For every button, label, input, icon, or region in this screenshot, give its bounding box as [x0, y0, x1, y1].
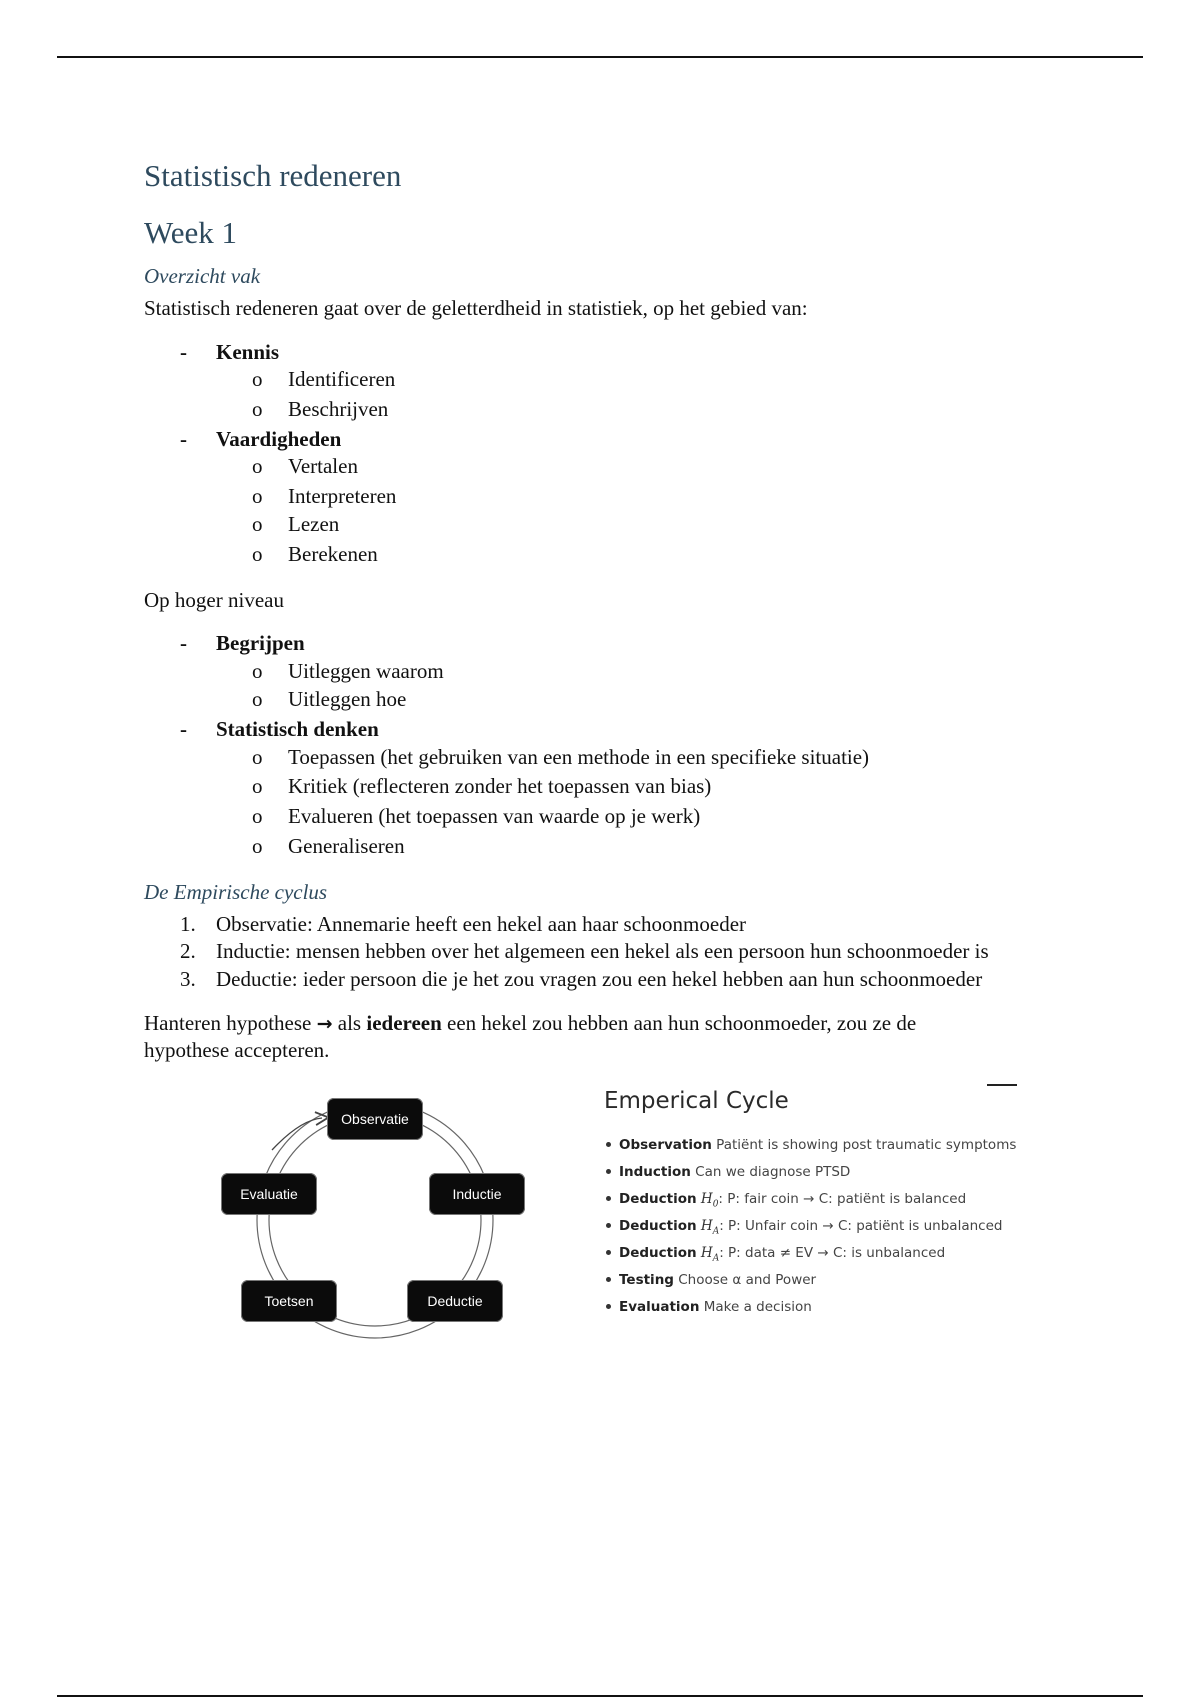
list-item: Interpreteren	[288, 484, 397, 508]
list-item: Deduction $H_0$: P: fair coin → C: patiënt is balanced	[604, 1186, 1016, 1213]
bullet-dot-icon	[606, 1250, 611, 1255]
node-evaluatie: Evaluatie	[221, 1173, 317, 1215]
slide-list	[604, 1132, 1016, 1321]
week-heading: Week 1	[144, 215, 238, 250]
hypothesis-strong: iedereen	[366, 1011, 442, 1035]
circle-bullet: o	[252, 367, 263, 391]
bullet-dot-icon	[606, 1169, 611, 1174]
list-item: Identificeren	[288, 367, 396, 391]
section-heading-overzicht: Overzicht vak	[144, 264, 261, 288]
document-title: Statistisch redeneren	[144, 158, 402, 193]
group-label-statistisch-denken: Statistisch denken	[216, 717, 379, 741]
list-item: Evaluation Make a decision	[604, 1294, 1016, 1321]
hypothesis-paragraph	[144, 1011, 916, 1036]
dash-bullet: -	[180, 631, 187, 655]
circle-bullet: o	[252, 834, 263, 858]
higher-level-text: Op hoger niveau	[144, 588, 284, 612]
list-item: Vertalen	[288, 454, 358, 478]
hypothesis-prefix: Hanteren hypothese	[144, 1011, 317, 1035]
footer-rule	[57, 1695, 1143, 1697]
circle-bullet: o	[252, 774, 263, 798]
circle-bullet: o	[252, 687, 263, 711]
dash-bullet: -	[180, 717, 187, 741]
node-deductie: Deductie	[407, 1280, 503, 1322]
circle-bullet: o	[252, 454, 263, 478]
circle-bullet: o	[252, 484, 263, 508]
node-observatie: Observatie	[327, 1098, 423, 1140]
circle-bullet: o	[252, 659, 263, 683]
hypothesis-line2: hypothese accepteren.	[144, 1038, 330, 1062]
circle-bullet: o	[252, 542, 263, 566]
arrow-right-icon: →	[316, 1013, 333, 1035]
dash-bullet: -	[180, 340, 187, 364]
slide-title: Emperical Cycle	[604, 1088, 789, 1114]
node-toetsen: Toetsen	[241, 1280, 337, 1322]
section-heading-empirische-cyclus: De Empirische cyclus	[144, 880, 328, 904]
emperical-cycle-slide	[592, 1078, 1032, 1318]
empirical-cycle-diagram	[210, 1090, 550, 1350]
bullet-dot-icon	[606, 1304, 611, 1309]
list-item: Observation Patiënt is showing post traumatic symptoms	[604, 1132, 1016, 1159]
bullet-dot-icon	[606, 1277, 611, 1282]
circle-bullet: o	[252, 745, 263, 769]
list-item: Uitleggen waarom	[288, 659, 444, 683]
list-item: Deduction $H_A$: P: data ≠ EV → C: is unbalanced	[604, 1240, 1016, 1267]
circle-bullet: o	[252, 804, 263, 828]
list-item: Beschrijven	[288, 397, 389, 421]
step-number: 2.	[180, 939, 196, 963]
list-item: Lezen	[288, 512, 340, 536]
step-number: 1.	[180, 912, 196, 936]
bullet-dot-icon	[606, 1196, 611, 1201]
bullet-dot-icon	[606, 1142, 611, 1147]
list-item: Deduction $H_A$: P: Unfair coin → C: patiënt is unbalanced	[604, 1213, 1016, 1240]
slide-decoration-line	[987, 1084, 1017, 1086]
step-text-inductie: Inductie: mensen hebben over het algemeen een hekel als een persoon hun schoonmoeder is	[216, 939, 989, 963]
list-item: Berekenen	[288, 542, 378, 566]
group-label-vaardigheden: Vaardigheden	[216, 427, 342, 451]
circle-bullet: o	[252, 512, 263, 536]
hypothesis-suffix: een hekel zou hebben aan hun schoonmoeder, zou ze de	[441, 1011, 917, 1035]
dash-bullet: -	[180, 427, 187, 451]
node-inductie: Inductie	[429, 1173, 525, 1215]
hypothesis-mid: als	[332, 1011, 367, 1035]
group-label-begrijpen: Begrijpen	[216, 631, 305, 655]
list-item: Toepassen (het gebruiken van een methode in een specifieke situatie)	[288, 745, 870, 769]
list-item: Induction Can we diagnose PTSD	[604, 1159, 1016, 1186]
header-rule	[57, 56, 1143, 58]
list-item: Kritiek (reflecteren zonder het toepassen van bias)	[288, 774, 712, 798]
bullet-dot-icon	[606, 1223, 611, 1228]
step-text-deductie: Deductie: ieder persoon die je het zou vragen zou een hekel hebben aan hun schoonmoeder	[216, 967, 983, 991]
list-item: Generaliseren	[288, 834, 405, 858]
list-item: Evalueren (het toepassen van waarde op je werk)	[288, 804, 701, 828]
list-item: Uitleggen hoe	[288, 687, 407, 711]
circle-bullet: o	[252, 397, 263, 421]
list-item: Testing Choose α and Power	[604, 1267, 1016, 1294]
intro-paragraph: Statistisch redeneren gaat over de geletterdheid in statistiek, op het gebied van:	[144, 296, 808, 320]
step-number: 3.	[180, 967, 196, 991]
step-text-observatie: Observatie: Annemarie heeft een hekel aan haar schoonmoeder	[216, 912, 747, 936]
group-label-kennis: Kennis	[216, 340, 280, 364]
